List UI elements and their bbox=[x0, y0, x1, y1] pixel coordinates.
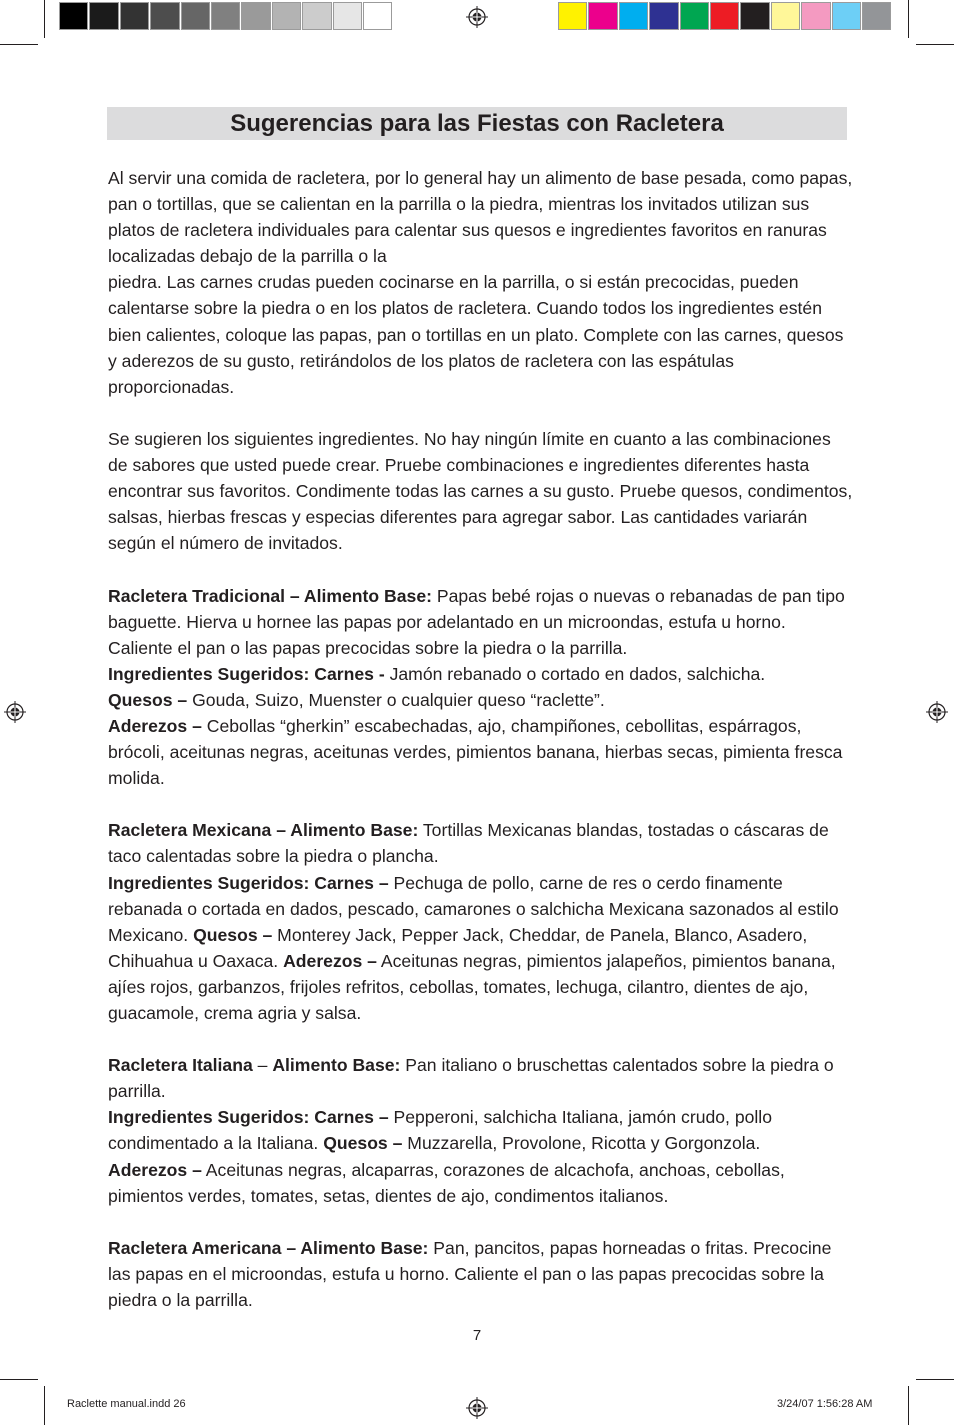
traditional-cheese-text: Gouda, Suizo, Muenster o cualquier queso “raclette”. bbox=[187, 689, 605, 710]
title-bar bbox=[107, 107, 847, 140]
mexican-section bbox=[108, 817, 853, 1026]
grayscale-swatch bbox=[333, 2, 362, 30]
grayscale-swatch bbox=[211, 2, 240, 30]
mexican-toppings-label: Aderezos – bbox=[283, 950, 377, 971]
mexican-base-text: Tortillas Mexicanas blandas, tostadas o cáscaras de taco calentadas sobre la piedra o plancha. bbox=[108, 820, 829, 867]
crop-mark bbox=[44, 0, 45, 38]
mexican-meats-text: Pechuga de pollo, carne de res o cerdo finamente rebanada o cortada en dados, pescado, camarones o salchicha Mexicana sazonados al estilo Mexicano. bbox=[108, 872, 839, 945]
italian-toppings-label: Aderezos – bbox=[108, 1159, 202, 1180]
italian-cheese-text: Muzzarella, Provolone, Ricotta y Gorgonzola. bbox=[402, 1133, 761, 1154]
italian-section bbox=[108, 1052, 853, 1209]
mexican-cheese-text: Monterey Jack, Pepper Jack, Cheddar, de Panela, Blanco, Asadero, Chihuahua u Oaxaca. bbox=[108, 924, 808, 971]
process-color-swatch bbox=[558, 2, 587, 30]
process-color-swatch bbox=[740, 2, 769, 30]
traditional-base-label: Racletera Tradicional – Alimento Base: bbox=[108, 585, 432, 606]
italian-meats-label: Ingredientes Sugeridos: Carnes – bbox=[108, 1107, 389, 1128]
registration-mark-icon bbox=[466, 1397, 488, 1419]
registration-mark-icon bbox=[4, 701, 26, 723]
process-color-swatch bbox=[710, 2, 739, 30]
intro-line-1: Al servir una comida de racletera, por lo general hay un alimento de base pesada, como papas, pan o tortillas, que se calientan en la parrilla o la piedra, mientras los invitados utilizan sus platos de racletera individuales para calentar sus quesos e ingredientes favoritos en ranuras localizadas debajo de la parrilla o la bbox=[108, 168, 853, 267]
document-body bbox=[108, 165, 853, 1313]
grayscale-swatch bbox=[89, 2, 118, 30]
process-color-swatch bbox=[649, 2, 678, 30]
process-color-swatch bbox=[832, 2, 861, 30]
crop-mark bbox=[44, 1386, 45, 1425]
american-base-text: Pan, pancitos, papas horneadas o fritas. Precocine las papas en el microondas, estufa u horno. Caliente el pan o las papas precocidas sobre la piedra o la parrilla. bbox=[108, 1237, 832, 1311]
registration-mark-icon bbox=[466, 6, 488, 28]
grayscale-swatch bbox=[59, 2, 88, 30]
italian-dash: – bbox=[252, 1055, 273, 1076]
process-color-swatch bbox=[680, 2, 709, 30]
italian-base-label: Alimento Base: bbox=[272, 1055, 401, 1076]
mexican-toppings-text: Aceitunas negras, pimientos jalapeños, pimientos banana, ajíes rojos, garbanzos, frijoles refritos, cebollas, tomates, lechuga, cilantro, dientes de ajo, guacamole, crema agria y salsa. bbox=[108, 950, 836, 1023]
process-color-bar bbox=[558, 2, 892, 32]
american-section bbox=[108, 1235, 853, 1313]
page-number: 7 bbox=[472, 1327, 482, 1344]
intro-paragraph bbox=[108, 165, 853, 400]
page-title: Sugerencias para las Fiestas con Racletera bbox=[230, 110, 724, 137]
italian-toppings-text: Aceitunas negras, alcaparras, corazones de alcachofa, anchoas, cebollas, pimientos verdes, tomates, setas, dientes de ajo, condimentos italianos. bbox=[108, 1159, 785, 1206]
mexican-meats-label: Ingredientes Sugeridos: Carnes – bbox=[108, 872, 389, 893]
italian-cheese-label: Quesos – bbox=[323, 1133, 403, 1154]
traditional-cheese-label: Quesos – bbox=[108, 689, 188, 710]
suggest-paragraph: Se sugieren los siguientes ingredientes. No hay ningún límite en cuanto a las combinaciones de sabores que usted puede crear. Pruebe combinaciones e ingredientes diferentes hasta encontrar sus favoritos. Condimente todas las carnes a su gusto. Pruebe quesos, condimentos, salsas, hierbas frescas y especias diferentes para agregar sabor. Las cantidades variarán según el número de invitados. bbox=[108, 428, 853, 554]
footer-file-name: Raclette manual.indd 26 bbox=[67, 1398, 186, 1410]
traditional-section bbox=[108, 583, 853, 792]
grayscale-swatch bbox=[272, 2, 301, 30]
traditional-meats-text: Jamón rebanado o cortado en dados, salchicha. bbox=[384, 663, 766, 684]
italian-name-label: Racletera Italiana bbox=[108, 1055, 253, 1076]
traditional-meats-label: Ingredientes Sugeridos: Carnes - bbox=[108, 663, 385, 684]
crop-mark bbox=[908, 1386, 909, 1425]
crop-mark bbox=[916, 1379, 954, 1380]
process-color-swatch bbox=[801, 2, 830, 30]
process-color-swatch bbox=[588, 2, 617, 30]
grayscale-swatch bbox=[302, 2, 331, 30]
process-color-swatch bbox=[619, 2, 648, 30]
grayscale-color-bar bbox=[59, 2, 393, 32]
process-color-swatch bbox=[862, 2, 891, 30]
crop-mark bbox=[916, 44, 954, 45]
crop-mark bbox=[0, 44, 38, 45]
american-base-label: Racletera Americana – Alimento Base: bbox=[108, 1237, 429, 1258]
grayscale-swatch bbox=[241, 2, 270, 30]
traditional-toppings-label: Aderezos – bbox=[108, 715, 202, 736]
italian-base-text: Pan italiano o bruschettas calentados sobre la piedra o parrilla. bbox=[108, 1055, 834, 1102]
footer-timestamp: 3/24/07 1:56:28 AM bbox=[777, 1398, 873, 1410]
italian-meats-text: Pepperoni, salchicha Italiana, jamón crudo, pollo condimentado a la Italiana. bbox=[108, 1107, 772, 1154]
traditional-base-text: Papas bebé rojas o nuevas o rebanadas de pan tipo baguette. Hierva u hornee las papas por adelantado en un microondas, estufa u horno. Caliente el pan o las papas precocidas sobre la piedra o la parrilla. bbox=[108, 585, 845, 658]
grayscale-swatch bbox=[363, 2, 392, 30]
process-color-swatch bbox=[771, 2, 800, 30]
traditional-toppings-text: Cebollas “gherkin” escabechadas, ajo, champiñones, cebollitas, espárragos, brócoli, aceitunas negras, aceitunas verdes, pimientos banana, hierbas secas, pimienta fresca molida. bbox=[108, 715, 843, 789]
grayscale-swatch bbox=[181, 2, 210, 30]
grayscale-swatch bbox=[150, 2, 179, 30]
crop-mark bbox=[0, 1379, 38, 1380]
mexican-cheese-label: Quesos – bbox=[193, 924, 273, 945]
grayscale-swatch bbox=[120, 2, 149, 30]
intro-line-2: piedra. Las carnes crudas pueden cocinarse en la parrilla, o si están precocidas, pueden calentarse sobre la piedra o en los platos de racletera. Cuando todos los ingredientes estén bien calientes, coloque las papas, pan o tortillas en un plato. Complete con las carnes, quesos y aderezos de su gusto, retirándolos de los platos de racletera con las espátulas proporcionadas. bbox=[108, 272, 844, 397]
registration-mark-icon bbox=[926, 701, 948, 723]
mexican-base-label: Racletera Mexicana – Alimento Base: bbox=[108, 820, 419, 841]
crop-mark bbox=[908, 0, 909, 38]
